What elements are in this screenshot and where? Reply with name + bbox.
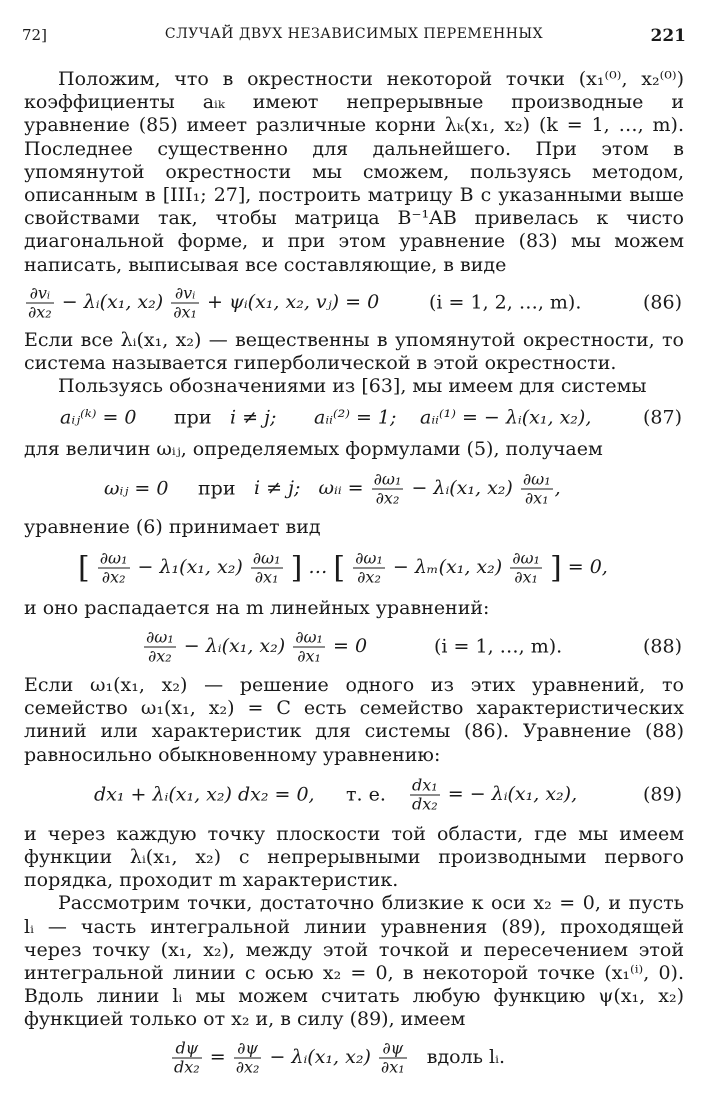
fraction: $\frac{\text{∂ω₁}}{\text{∂x₂}}$ [373,469,402,508]
equation-87-b: aᵢᵢ⁽²⁾ = 1; [314,406,397,429]
paragraph-9: Рассмотрим точки, достаточно близкие к оси x₂ = 0, и пусть lᵢ — часть интегральной линии уравнения (89), проходящей через точку (x₁, x₂), между этой точкой и пересечением этой интегральной линии с осью x₂ = 0, в некоторой точке (x₁⁽ⁱ⁾, 0). Вдоль линии lᵢ мы можем считать любую функцию ψ(x₁, x₂) функцией только от x₂ и, в силу (89), имеем [24,892,684,1031]
equation-last-body: $\frac{d\psi}{\text{dx₂}}$ = $\frac{\partial\psi}{\text{∂x₂}}$ − λᵢ(x₁, x₂) $\frac{\partial\psi}{\text{∂x₁}}$ вдоль lᵢ. [174,1038,505,1077]
equation-89 [24,767,684,823]
fraction: $\frac{\text{∂ω₁}}{\text{∂x₁}}$ [512,548,540,587]
equation-88-condition: (i = 1, …, m). [434,635,563,658]
running-title: СЛУЧАЙ ДВУХ НЕЗАВИСИМЫХ ПЕРЕМЕННЫХ [164,26,544,42]
page-number: 221 [650,26,686,46]
equation-number-86: (86) [642,291,682,314]
equation-number-87: (87) [642,406,682,429]
paragraph-3: Пользуясь обозначениями из [63], мы имеем для системы [58,375,647,398]
paragraph-4: для величин ωᵢⱼ, определяемых формулами (5), получаем [24,438,603,461]
fraction: $\frac{\text{∂ω₁}}{\text{∂x₁}}$ [295,627,323,666]
equation-87 [24,398,684,438]
equation-87-c: aᵢᵢ⁽¹⁾ = − λᵢ(x₁, x₂), [420,406,592,429]
paragraph-6: и оно распадается на m линейных уравнений: [24,596,490,619]
equation-87-a: aᵢⱼ⁽ᵏ⁾ = 0 [60,406,137,429]
equation-omega-when: при [198,477,236,500]
equation-omega-body: i ≠ j; ωᵢᵢ = $\frac{\text{∂ω₁}}{\text{∂x₂}}$ − λᵢ(x₁, x₂) $\frac{\text{∂ω₁}}{\text{∂x₁}}$ , [254,469,561,508]
equation-number-88: (88) [642,635,682,658]
fraction: $\frac{\text{∂ω₁}}{\text{∂x₁}}$ [522,469,551,508]
fraction: $\frac{\text{∂vᵢ}}{\text{∂x₁}}$ [173,283,197,322]
equation-86-condition: (i = 1, 2, …, m). [429,291,582,314]
paragraph-7: Если ω₁(x₁, x₂) — решение одного из этих уравнений, то семейство ω₁(x₁, x₂) = C есть семейство характеристических линий или характеристик для системы (86). Уравнение (88) равносильно обыкновенному уравнению: [24,674,684,766]
equation-omega [24,462,684,516]
equation-89-ie: т. е. [346,783,386,806]
equation-6 [24,539,684,597]
fraction: $\frac{\text{∂vᵢ}}{\text{∂x₂}}$ [28,283,52,322]
equation-89-a: dx₁ + λᵢ(x₁, x₂) dx₂ = 0, [94,783,315,806]
fraction: $\frac{\text{∂ω₁}}{\text{∂x₂}}$ [355,548,383,587]
fraction: $\frac{\partial\psi}{\text{∂x₂}}$ [235,1038,260,1077]
fraction: $\frac{\text{∂ω₁}}{\text{∂x₂}}$ [99,548,128,587]
equation-number-89: (89) [642,783,682,806]
equation-87-cond: i ≠ j; [230,406,277,429]
equation-86-body: $\frac{\text{∂vᵢ}}{\text{∂x₂}}$ − λᵢ(x₁, x₂) $\frac{\text{∂vᵢ}}{\text{∂x₁}}$ + ψᵢ(x₁, x₂, vⱼ) = 0 [28,283,380,322]
fraction: $\frac{d\psi}{\text{dx₂}}$ [174,1038,200,1077]
paragraph-1: Положим, что в окрестности некоторой точки (x₁⁽⁰⁾, x₂⁽⁰⁾) коэффициенты aᵢₖ имеют непрерывные производные и уравнение (85) имеет различные корни λₖ(x₁, x₂) (k = 1, …, m). Последнее существенно для дальнейшего. При этом в упомянутой окрестности мы сможем, пользуясь методом, описанным в [III₁; 27], построить матрицу B с указанными выше свойствами так, чтобы матрица B⁻¹AB привелась к чисто диагональной форме, и при этом уравнение (83) мы можем написать, выписывая все составляющие, в виде [24,68,684,276]
section-number: 72] [22,26,47,44]
fraction: $\frac{\text{∂ω₁}}{\text{∂x₂}}$ [146,627,174,666]
equation-89-body: $\frac{\text{dx₁}}{\text{dx₂}}$ = − λᵢ(x₁, x₂), [412,775,578,814]
equation-88-body: $\frac{\text{∂ω₁}}{\text{∂x₂}}$ − λᵢ(x₁, x₂) $\frac{\text{∂ω₁}}{\text{∂x₁}}$ = 0 [146,627,368,666]
equation-87-when: при [174,406,212,429]
equation-last [24,1032,684,1084]
paragraph-5: уравнение (6) принимает вид [24,515,321,538]
paragraph-8: и через каждую точку плоскости той области, где мы имеем функции λᵢ(x₁, x₂) с непрерывными производными первого порядка, проходит m характеристик. [24,822,684,892]
paragraph-2: Если все λᵢ(x₁, x₂) — вещественны в упомянутой окрестности, то система называется гиперболической в этой окрестности. [24,328,684,375]
equation-omega-a: ωᵢⱼ = 0 [104,477,169,500]
fraction: $\frac{\text{dx₁}}{\text{dx₂}}$ [412,775,438,814]
equation-86 [24,277,684,329]
equation-88 [24,620,684,674]
fraction: $\frac{\text{∂ω₁}}{\text{∂x₁}}$ [252,548,281,587]
fraction: $\frac{\partial\psi}{\text{∂x₁}}$ [380,1038,405,1077]
page-body [24,68,684,1084]
equation-6-body: [ $\frac{\text{∂ω₁}}{\text{∂x₂}}$ − λ₁(x₁, x₂) $\frac{\text{∂ω₁}}{\text{∂x₁}}$ ] … [ $\frac{\text{∂ω₁}}{\text{∂x₂}}$ − λₘ(x₁, x₂) $\frac{\text{∂ω₁}}{\text{∂x₁}}$ ] = 0, [78,548,608,587]
